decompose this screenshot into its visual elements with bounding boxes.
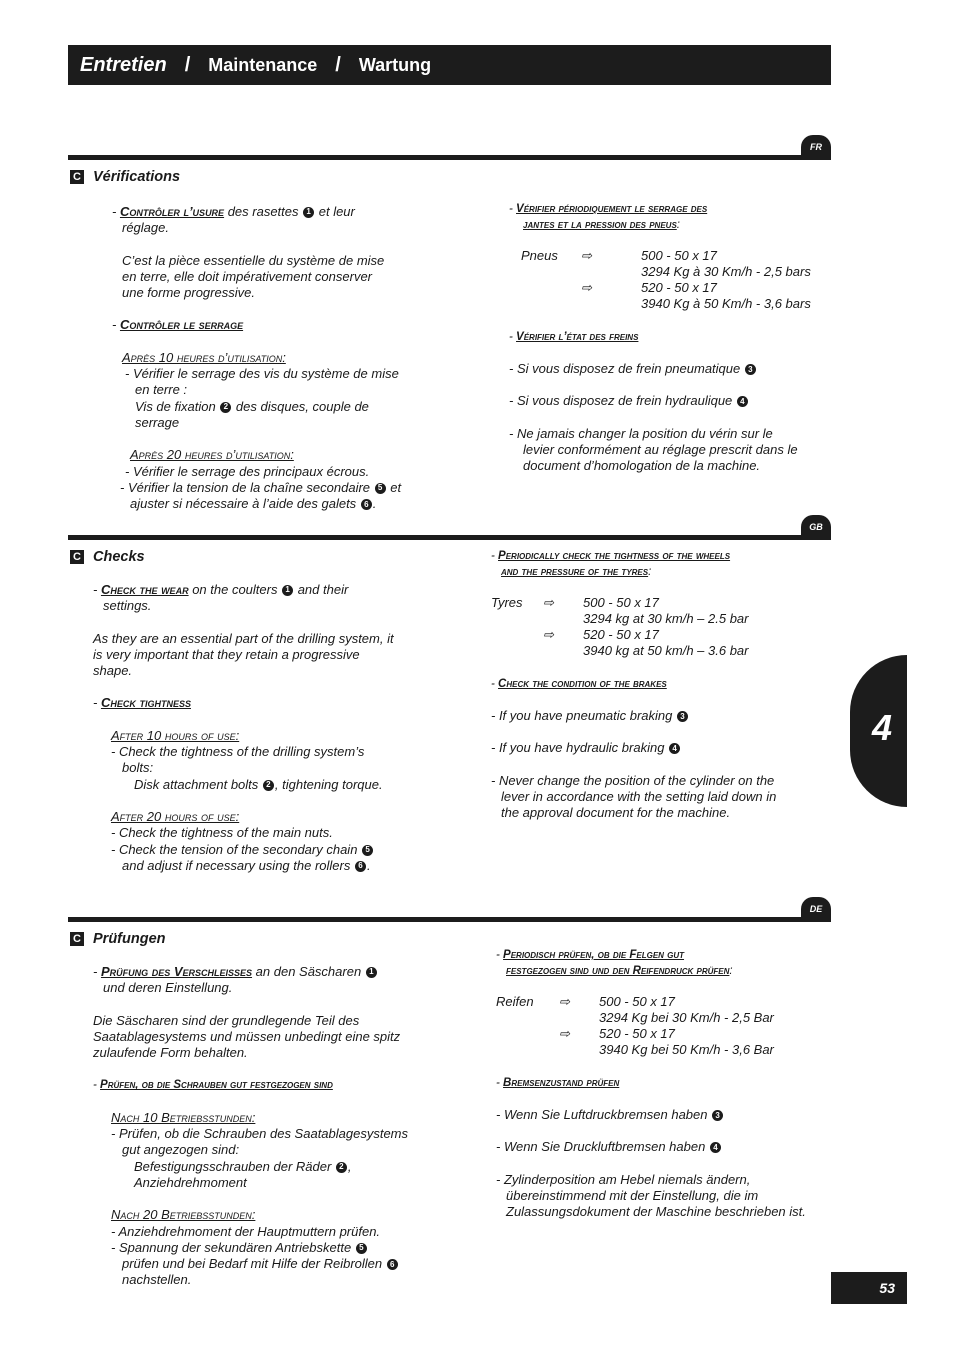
- section-title-text: Vérifications: [93, 169, 181, 185]
- gb-left-column: - Check the wear on the coulters 1 and their settings. As they are an essential part of the drilling system, it is very important that they retain a progressive shape. - Check tightness After 10 hours of use: - Check the tightness of the drilling system’s bolts: Disk attachment bolts 2 , tightening torque. After 20 hours of use: - Check the tightness of the main nuts. - Check the tension of the secondary chain 5 and adjust if necessary using the rollers 6 .: [93, 582, 394, 873]
- callout-4-icon: 4: [710, 1142, 721, 1153]
- callout-4-icon: 4: [737, 396, 748, 407]
- callout-4-icon: 4: [669, 743, 680, 754]
- check-wear-line: - Contrôler l’usure des rasettes 1 et leur: [112, 204, 355, 219]
- section-letter-box: C: [70, 932, 84, 946]
- arrow-icon: ⇨: [581, 280, 592, 296]
- callout-5-icon: 5: [362, 845, 373, 856]
- chapter-tab: [850, 655, 907, 807]
- callout-3-icon: 3: [712, 1110, 723, 1121]
- de-right-column: - Periodisch prüfen, ob die Felgen gut festgezogen sind und den Reifendruck prüfen: Reifen ⇨ 500 - 50 x 17 3294 Kg bei 30 Km/h - 2,5 Bar ⇨ 520 - 50 x 17 3940 Kg bei 50 Km/h - 3,6 Bar - Bremsenzustand prüfen - Wenn Sie Luftdruckbremsen haben 3 - Wenn Sie Druckluftbremsen haben 4 - Zylinderposition am Hebel niemals ändern, übereinstimmend mit der Einstellung, die im Zulassungsdokument der Maschine beschrieben ist.: [496, 949, 806, 1220]
- arrow-icon: ⇨: [543, 594, 554, 610]
- arrow-icon: ⇨: [559, 993, 570, 1009]
- callout-2-icon: 2: [263, 780, 274, 791]
- after-20-hours: After 20 hours of use:: [111, 808, 240, 824]
- arrow-icon: ⇨: [559, 1026, 570, 1042]
- section-title-gb: [70, 549, 145, 565]
- chapter-number: 4: [872, 707, 893, 748]
- lang-tab-de: DE: [801, 897, 831, 921]
- after-20-hours: Nach 20 Betriebsstunden:: [111, 1207, 256, 1223]
- section-rule-de: [68, 917, 831, 922]
- callout-1-icon: 1: [366, 967, 377, 978]
- lang-tab-gb: GB: [801, 515, 831, 539]
- section-rule-fr: [68, 155, 831, 160]
- callout-1-icon: 1: [282, 585, 293, 596]
- fr-left-column: - Contrôler l’usure des rasettes 1 et leur réglage. C’est la pièce essentielle du système de mise en terre, elle doit impérativement conserver une forme progressive. - Contrôler le serrage Après 10 heures d’utilisation: - Vérifier le serrage des vis du système de mise en terre : Vis de fixation 2 des disques, couple de serrage Après 20 heures d’utilisation: - Vérifier le serrage des principaux écrous. - Vérifier la tension de la chaîne secondaire 5 et ajuster si nécessaire à l’aide des galets 6 .: [112, 204, 442, 512]
- after-20-hours: Après 20 heures d’utilisation:: [130, 447, 294, 463]
- callout-3-icon: 3: [745, 364, 756, 375]
- callout-6-icon: 6: [387, 1259, 398, 1270]
- title-fr: Entretien: [80, 53, 167, 76]
- section-title-fr: [70, 169, 180, 185]
- title-separator: /: [184, 53, 191, 76]
- callout-5-icon: 5: [375, 483, 386, 494]
- after-10-hours: After 10 hours of use:: [111, 727, 240, 743]
- lang-tab-fr: FR: [801, 135, 831, 159]
- page-number: 53: [831, 1272, 907, 1304]
- de-left-column: - Prüfung des Verschleisses an den Säscharen 1 und deren Einstellung. Die Säscharen sind der grundlegende Teil des Saatablagesystems und müssen unbedingt eine spitz zulaufende Form behalten. - Prüfen, ob die Schrauben gut festgezogen sind Nach 10 Betriebsstunden: - Prüfen, ob die Schrauben des Saatablagesystems gut angezogen sind: Befestigungsschrauben der Räder 2 , Anziehdrehmoment Nach 20 Betriebsstunden: - Anziehdrehmoment der Hauptmuttern prüfen. - Spannung der sekundären Antriebskette 5 prüfen und bei Bedarf mit Hilfe der Reibrollen 6 nachstellen.: [93, 964, 409, 1288]
- title-gb: Maintenance: [208, 54, 318, 75]
- title-separator: /: [335, 53, 341, 76]
- callout-2-icon: 2: [220, 402, 231, 413]
- callout-1-icon: 1: [303, 207, 314, 218]
- section-letter-box: C: [70, 170, 84, 184]
- check-tightness-line: - Contrôler le serrage: [112, 317, 244, 333]
- section-title-de: [70, 931, 166, 947]
- section-title-text: Prüfungen: [93, 931, 166, 947]
- section-letter-box: C: [70, 550, 84, 564]
- section-rule-gb: [68, 535, 831, 540]
- gb-right-column: - Periodically check the tightness of the wheels and the pressure of the tyres: Tyres ⇨ 500 - 50 x 17 3294 kg at 30 km/h – 2.5 bar ⇨ 520 - 50 x 17 3940 kg at 50 km/h – 3.6 bar - Check the condition of the brakes - If you have pneumatic braking 3 - If you have hydraulic braking 4 - Never change the position of the cylinder on the lever in accordance with the setting laid down in the approval document for the machine.: [491, 550, 777, 821]
- arrow-icon: ⇨: [543, 627, 554, 643]
- fr-right-column: - Vérifier périodiquement le serrage des jantes et la pression des pneus: Pneus ⇨ 500 - 50 x 17 3294 Kg à 30 Km/h - 2,5 bars ⇨ 520 - 50 x 17 3940 Kg à 50 Km/h - 3,6 bars - Vérifier l’état des freins - Si vous disposez de frein pneumatique 3 - Si vous disposez de frein hydraulique 4 - Ne jamais changer la position du vérin sur le levier conformément au réglage prescrit dans le document d’homologation de la machine.: [509, 203, 811, 474]
- header-banner: [68, 45, 831, 85]
- callout-6-icon: 6: [361, 499, 372, 510]
- title-de: Wartung: [358, 54, 432, 75]
- callout-5-icon: 5: [356, 1243, 367, 1254]
- callout-3-icon: 3: [677, 711, 688, 722]
- callout-6-icon: 6: [355, 861, 366, 872]
- after-10-hours: Après 10 heures d’utilisation:: [122, 349, 286, 365]
- after-10-hours: Nach 10 Betriebsstunden:: [111, 1109, 256, 1125]
- arrow-icon: ⇨: [581, 247, 592, 263]
- section-title-text: Checks: [93, 549, 145, 565]
- callout-2-icon: 2: [336, 1162, 347, 1173]
